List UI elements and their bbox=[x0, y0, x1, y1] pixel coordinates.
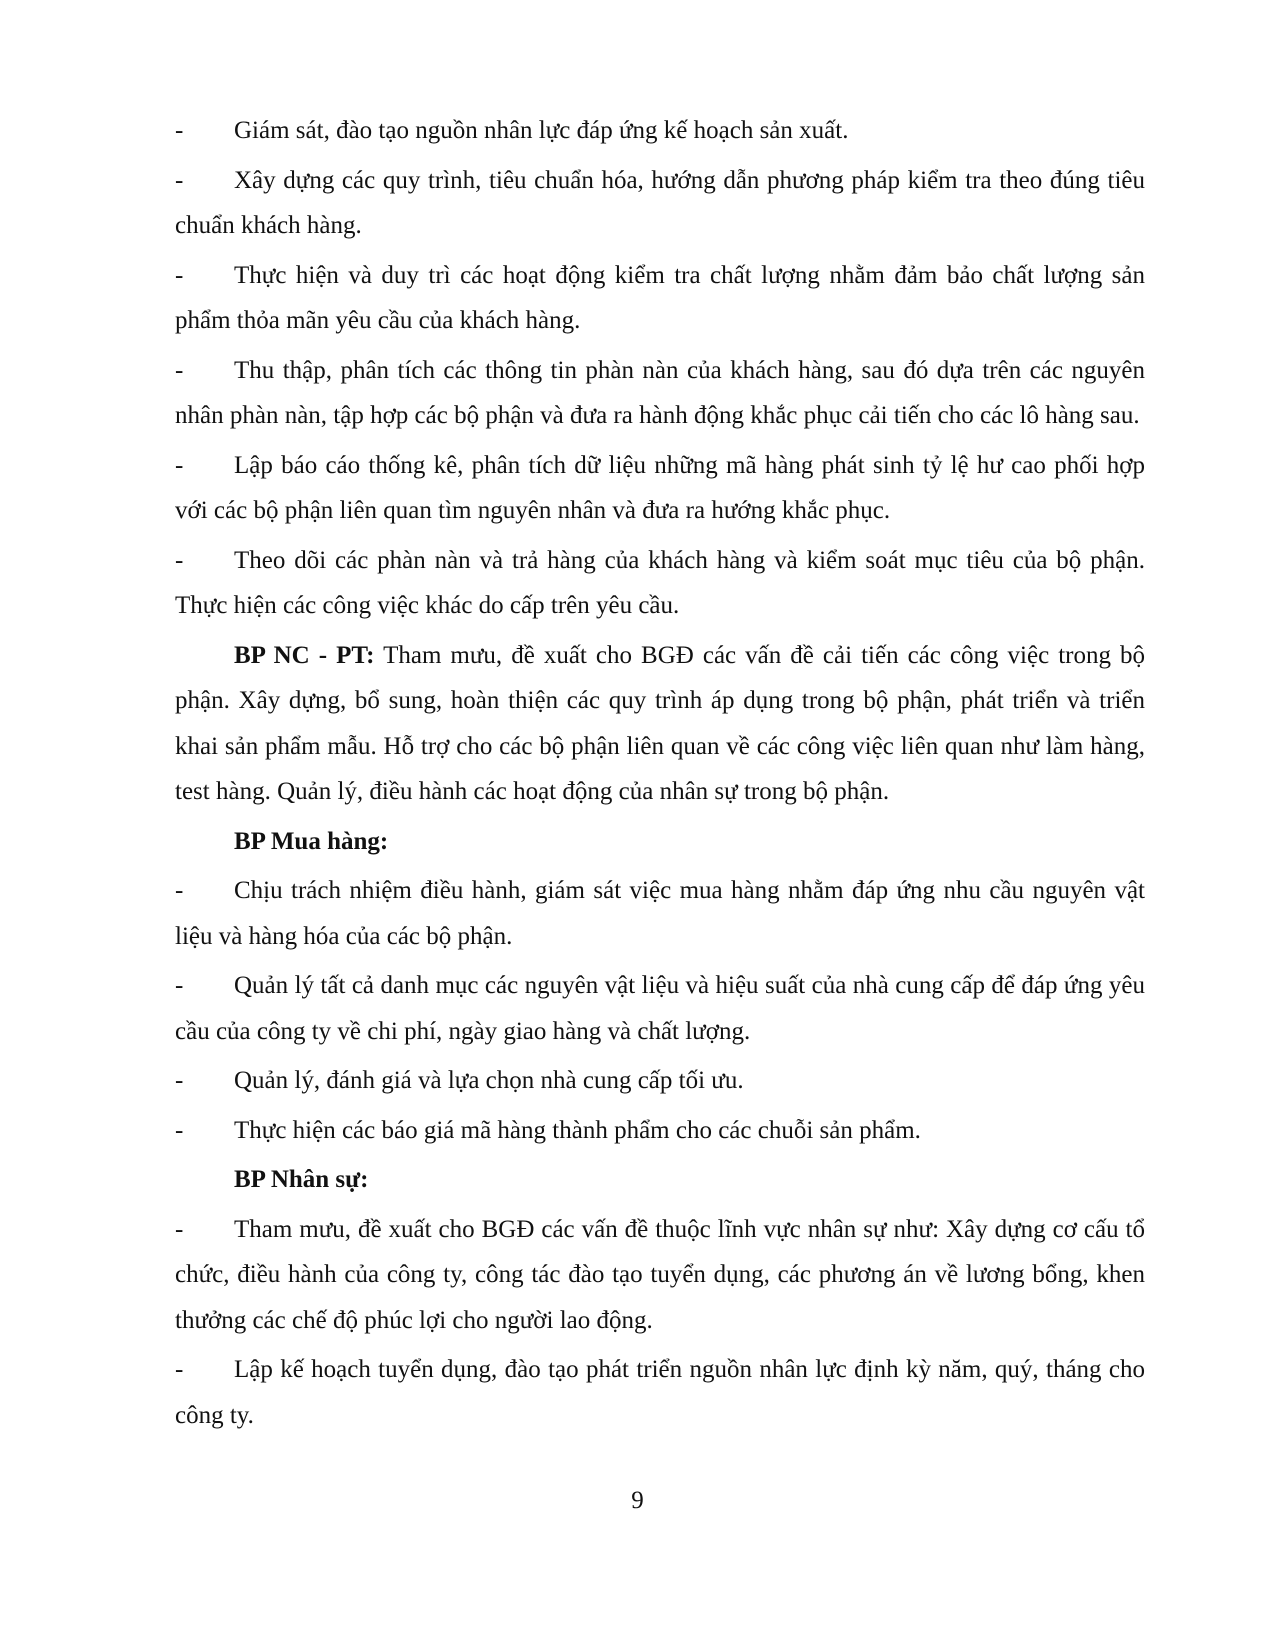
bullet-text: Theo dõi các phàn nàn và trả hàng của khách hàng và kiểm soát mục tiêu của bộ phận. Thực hiện các công việc khác do cấp trên yêu cầu. bbox=[175, 546, 1145, 619]
bullet-dash: - bbox=[175, 261, 184, 289]
bullet-item bbox=[175, 348, 1145, 439]
bullet-item bbox=[175, 253, 1145, 344]
bullet-item bbox=[175, 108, 1145, 154]
bullet-dash: - bbox=[175, 117, 184, 144]
bullet-text: Tham mưu, đề xuất cho BGĐ các vấn đề thuộc lĩnh vực nhân sự như: Xây dựng cơ cấu tổ chức, điều hành của công ty, công tác đào tạo tuyển dụng, các phương án về lương bổng, khen thưởng các chế độ phúc lợi cho người lao động. bbox=[175, 1215, 1145, 1334]
bullet-dash: - bbox=[175, 1067, 184, 1094]
bullet-text: Chịu trách nhiệm điều hành, giám sát việc mua hàng nhằm đáp ứng nhu cầu nguyên vật liệu và hàng hóa của các bộ phận. bbox=[175, 877, 1145, 950]
bullet-dash: - bbox=[175, 166, 184, 194]
section-heading-hr: BP Nhân sự: bbox=[234, 1166, 369, 1193]
bullet-item bbox=[175, 868, 1145, 959]
bullet-text: Xây dựng các quy trình, tiêu chuẩn hóa, hướng dẫn phương pháp kiểm tra theo đúng tiêu chuẩn khách hàng. bbox=[175, 166, 1145, 239]
bullet-dash: - bbox=[175, 1116, 184, 1144]
paragraph-text: Tham mưu, đề xuất cho BGĐ các vấn đề cải tiến các công việc trong bộ phận. Xây dựng, bổ sung, hoàn thiện các quy trình áp dụng trong bộ phận, phát triển và triển khai sản phẩm mẫu. Hỗ trợ cho các bộ phận liên quan về các công việc liên quan như làm hàng, test hàng. Quản lý, điều hành các hoạt động của nhân sự trong bộ phận. bbox=[175, 641, 1146, 805]
bullet-text: Lập kế hoạch tuyển dụng, đào tạo phát triển nguồn nhân lực định kỳ năm, quý, tháng cho công ty. bbox=[175, 1356, 1145, 1429]
bullet-item bbox=[175, 538, 1145, 629]
bullet-item bbox=[175, 963, 1145, 1054]
bullet-item bbox=[175, 1207, 1145, 1344]
bullet-text: Thực hiện các báo giá mã hàng thành phẩm cho các chuỗi sản phẩm. bbox=[234, 1116, 921, 1144]
bullet-dash: - bbox=[175, 546, 184, 574]
bullet-text: Lập báo cáo thống kê, phân tích dữ liệu những mã hàng phát sinh tỷ lệ hư cao phối hợp với các bộ phận liên quan tìm nguyên nhân và đưa ra hướng khắc phục. bbox=[175, 451, 1145, 524]
rnd-department-paragraph bbox=[175, 633, 1145, 815]
bullet-item bbox=[175, 1108, 1145, 1154]
bullet-dash: - bbox=[175, 451, 184, 479]
bullet-text: Quản lý tất cả danh mục các nguyên vật liệu và hiệu suất của nhà cung cấp để đáp ứng yêu cầu của công ty về chi phí, ngày giao hàng và chất lượng. bbox=[175, 972, 1145, 1045]
bullet-item bbox=[175, 1347, 1145, 1438]
page-number: 9 bbox=[631, 1487, 644, 1514]
bullet-dash: - bbox=[175, 1356, 184, 1383]
paragraph-lead-heading: BP NC - PT: bbox=[234, 641, 375, 669]
bullet-text: Thực hiện và duy trì các hoạt động kiểm tra chất lượng nhằm đảm bảo chất lượng sản phẩm thỏa mãn yêu cầu của khách hàng. bbox=[175, 261, 1145, 334]
bullet-text: Thu thập, phân tích các thông tin phàn nàn của khách hàng, sau đó dựa trên các nguyên nhân phàn nàn, tập hợp các bộ phận và đưa ra hành động khắc phục cải tiến cho các lô hàng sau. bbox=[175, 356, 1145, 429]
bullet-dash: - bbox=[175, 972, 184, 999]
bullet-item bbox=[175, 158, 1145, 249]
bullet-text: Giám sát, đào tạo nguồn nhân lực đáp ứng kế hoạch sản xuất. bbox=[234, 117, 849, 144]
bullet-dash: - bbox=[175, 877, 184, 904]
bullet-dash: - bbox=[175, 356, 184, 384]
bullet-item bbox=[175, 443, 1145, 534]
section-heading-purchasing: BP Mua hàng: bbox=[234, 827, 389, 855]
bullet-dash: - bbox=[175, 1215, 184, 1243]
bullet-text: Quản lý, đánh giá và lựa chọn nhà cung cấp tối ưu. bbox=[234, 1067, 744, 1094]
document-body bbox=[175, 108, 1145, 1442]
bullet-item bbox=[175, 1058, 1145, 1104]
